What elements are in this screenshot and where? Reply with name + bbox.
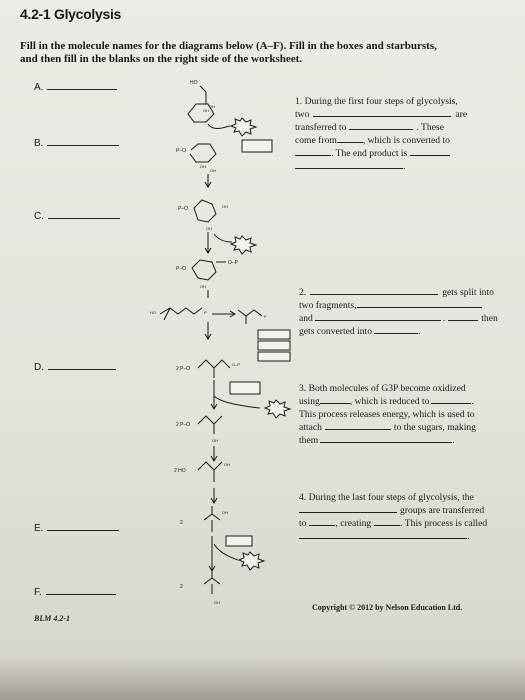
question-3: 3. Both molecules of G3P become oxidized using , which is reduced to . This process releases energy, which is used to attach to the sugars, making them . <box>299 383 476 446</box>
q3-blank-3[interactable] <box>325 421 391 430</box>
question-4: 4. During the last four steps of glycolysis, the groups are transferred to , creating . This process is called . <box>299 492 488 542</box>
q3-blank-1[interactable] <box>320 395 350 404</box>
svg-text:2 P–O: 2 P–O <box>176 366 191 372</box>
svg-text:OH: OH <box>200 164 206 169</box>
q2-blank-2[interactable] <box>357 299 482 308</box>
product-box-1[interactable] <box>242 140 272 152</box>
q4-blank-3[interactable] <box>374 517 400 526</box>
answer-blank-f[interactable] <box>46 585 116 595</box>
q4-blank-1[interactable] <box>299 504 397 513</box>
label-b: B. <box>34 136 119 149</box>
molecule-d <box>176 360 240 378</box>
photo-shadow <box>0 655 525 700</box>
svg-text:P: P <box>204 310 207 315</box>
label-d: D. <box>34 360 116 373</box>
question-1: 1. During the first four steps of glycolysis, two are transferred to . These come from , which is converted to . The end product is . <box>295 96 468 172</box>
q4-blank-4[interactable] <box>299 530 467 539</box>
copyright-notice: Copyright © 2012 by Nelson Education Ltd. <box>312 603 463 612</box>
q2-blank-1[interactable] <box>310 286 438 295</box>
molecule-fructose-bisphosphate <box>176 260 239 289</box>
svg-text:2 P–O: 2 P–O <box>176 422 191 428</box>
fragment-dhap <box>160 308 202 320</box>
question-2: 2. gets split into two fragments, and . then gets converted into . <box>299 287 498 337</box>
q2-blank-5[interactable] <box>374 325 418 334</box>
svg-text:OH: OH <box>210 168 216 173</box>
svg-text:2: 2 <box>180 584 183 590</box>
svg-text:OH: OH <box>206 226 212 231</box>
starburst-3[interactable] <box>265 400 290 418</box>
answer-blank-c[interactable] <box>48 209 120 219</box>
molecule-2-phosphoglycerate <box>174 462 230 482</box>
answer-blank-e[interactable] <box>47 521 119 531</box>
svg-text:OH: OH <box>200 284 206 289</box>
svg-text:OH: OH <box>209 104 215 109</box>
product-box-2[interactable] <box>258 330 290 339</box>
answer-blank-a[interactable] <box>47 80 117 90</box>
svg-text:P–O: P–O <box>178 206 189 212</box>
q1-blank-5[interactable] <box>410 147 450 156</box>
label-a: A. <box>34 80 117 93</box>
q1-blank-6[interactable] <box>295 160 403 169</box>
molecule-b-glucose-6-phosphate <box>176 144 216 173</box>
starburst-1[interactable] <box>231 118 256 136</box>
svg-text:HO: HO <box>190 80 198 86</box>
answer-blank-b[interactable] <box>47 136 119 146</box>
svg-text:2 HO: 2 HO <box>174 468 186 474</box>
svg-text:P–O: P–O <box>176 266 187 272</box>
molecule-f <box>180 570 220 605</box>
q3-blank-4[interactable] <box>320 434 452 443</box>
page-title: 4.2-1 Glycolysis <box>20 6 122 22</box>
starburst-2[interactable] <box>231 236 256 254</box>
q2-blank-4[interactable] <box>448 312 478 321</box>
q3-blank-2[interactable] <box>431 395 471 404</box>
svg-text:OH: OH <box>224 462 230 467</box>
q4-blank-2[interactable] <box>309 517 335 526</box>
label-f: F. <box>34 585 116 598</box>
product-box-6[interactable] <box>226 536 252 546</box>
molecule-3-phosphoglycerate <box>176 416 222 443</box>
svg-text:OH: OH <box>222 510 228 515</box>
blm-code: BLM 4.2-1 <box>34 614 70 623</box>
product-box-3[interactable] <box>258 341 290 350</box>
product-box-5[interactable] <box>230 382 260 394</box>
molecule-a-glucose <box>188 80 215 122</box>
svg-text:OH: OH <box>214 600 220 605</box>
svg-text:OH: OH <box>222 204 228 209</box>
answer-blank-d[interactable] <box>48 360 116 370</box>
svg-text:P–O: P–O <box>176 148 187 154</box>
label-e: E. <box>34 521 119 534</box>
label-c: C. <box>34 209 120 222</box>
molecule-e <box>180 506 228 532</box>
svg-text:2: 2 <box>180 520 183 526</box>
instructions-line-2: and then fill in the blanks on the right side of the worksheet. <box>20 53 303 65</box>
svg-text:P: P <box>264 314 267 319</box>
glycolysis-pathway-diagram <box>150 74 300 619</box>
svg-text:OH: OH <box>203 108 209 113</box>
q2-blank-3[interactable] <box>315 312 441 321</box>
instructions-line-1: Fill in the molecule names for the diagrams below (A–F). Fill in the boxes and starbursts, <box>20 40 437 52</box>
svg-text:O–P: O–P <box>232 362 241 367</box>
svg-text:HO: HO <box>150 310 156 315</box>
starburst-4[interactable] <box>239 552 264 570</box>
fragment-g3p <box>238 310 262 324</box>
q1-blank-2[interactable] <box>349 121 413 130</box>
molecule-c-fructose-6-phosphate <box>178 200 228 231</box>
q1-blank-1[interactable] <box>313 108 451 117</box>
product-box-4[interactable] <box>258 352 290 361</box>
q1-blank-3[interactable] <box>337 134 363 143</box>
svg-text:O–P: O–P <box>228 260 239 266</box>
svg-text:OH: OH <box>212 438 218 443</box>
q1-blank-4[interactable] <box>295 147 331 156</box>
